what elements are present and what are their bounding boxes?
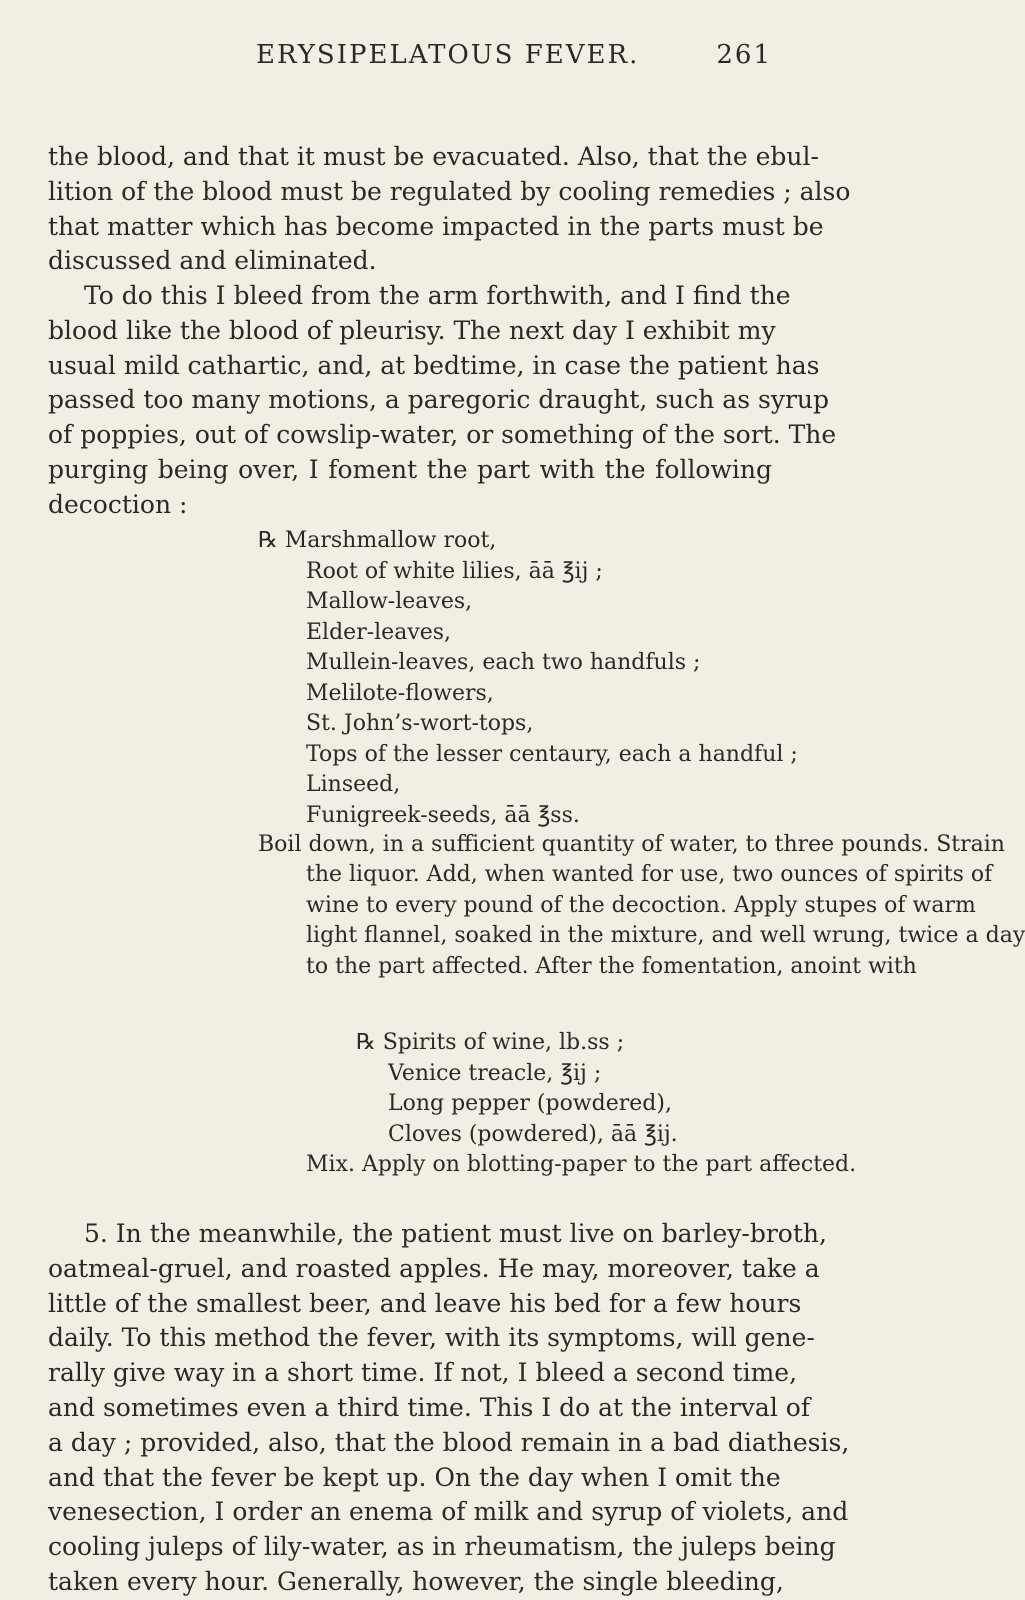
text-line: wine to every pound of the decoction. Apply stupes of warm xyxy=(306,892,976,918)
text-line: discussed and eliminated. xyxy=(48,246,377,276)
recipe-2 xyxy=(356,1028,678,1150)
text-line: and that the fever be kept up. On the day when I omit the xyxy=(48,1462,781,1492)
text-line: the liquor. Add, when wanted for use, two ounces of spirits of xyxy=(306,862,993,887)
text-line: cooling juleps of lily-water, as in rheumatism, the juleps being xyxy=(48,1532,836,1562)
text-line: lition of the blood must be regulated by cooling remedies ; also xyxy=(48,176,851,206)
recipe-line: Linseed, xyxy=(306,772,401,797)
recipe-line: Funigreek-seeds, āā ℥ss. xyxy=(306,802,580,828)
text-line: oatmeal-gruel, and roasted apples. He may, moreover, take a xyxy=(48,1253,820,1283)
recipe-line: Mullein-leaves, each two handfuls ; xyxy=(306,650,701,675)
text-line: venesection, I order an enema of milk and syrup of violets, and xyxy=(48,1497,849,1527)
recipe-1 xyxy=(258,526,798,831)
text-line: usual mild cathartic, and, at bedtime, in case the patient has xyxy=(48,350,820,380)
recipe-line: Melilote-flowers, xyxy=(306,680,494,706)
text-line: taken every hour. Generally, however, the single bleeding, xyxy=(48,1566,784,1596)
recipe-line: Tops of the lesser centaury, each a handful ; xyxy=(306,741,798,767)
paragraph-2 xyxy=(48,279,837,523)
text-line: the blood, and that it must be evacuated. Also, that the ebul- xyxy=(48,142,819,171)
mix-instruction xyxy=(306,1150,856,1181)
paragraph-1 xyxy=(48,140,851,279)
text-line: of poppies, out of cowslip-water, or something of the sort. The xyxy=(48,420,837,450)
instructions-1-first-line xyxy=(258,830,1005,861)
text-line: rally give way in a short time. If not, I bleed a second time, xyxy=(48,1358,798,1388)
text-line: little of the smallest beer, and leave his bed for a few hours xyxy=(48,1288,802,1318)
text-line: passed too many motions, a paregoric draught, such as syrup xyxy=(48,385,829,415)
text-line: a day ; provided, also, that the blood remain in a bad diathesis, xyxy=(48,1427,850,1457)
text-line: purging being over, I foment the part with the following xyxy=(48,454,772,484)
text-line: light flannel, soaked in the mixture, and well wrung, twice a day xyxy=(306,923,1025,948)
text-line: 5. In the meanwhile, the patient must live on barley-broth, xyxy=(84,1219,827,1248)
recipe-line: ℞ Marshmallow root, xyxy=(258,528,497,553)
recipe-line: Mallow-leaves, xyxy=(306,589,473,614)
recipe-line: Venice treacle, ℥ij ; xyxy=(388,1060,602,1086)
instructions-1-continuation xyxy=(306,860,1025,982)
running-title: ERYSIPELATOUS FEVER. xyxy=(256,40,640,70)
text-line: that matter which has become impacted in the parts must be xyxy=(48,211,824,241)
recipe-line: Elder-leaves, xyxy=(306,619,452,645)
text-line: To do this I bleed from the arm forthwith, and I find the xyxy=(84,281,791,310)
text-line: Boil down, in a sufficient quantity of water, to three pounds. Strain xyxy=(258,832,1005,857)
text-line: daily. To this method the fever, with its symptoms, will gene- xyxy=(48,1323,815,1353)
recipe-line: St. John’s-wort-tops, xyxy=(306,711,534,736)
text-line: blood like the blood of pleurisy. The next day I exhibit my xyxy=(48,315,776,345)
text-line: decoction : xyxy=(48,489,188,519)
text-line: Mix. Apply on blotting-paper to the part affected. xyxy=(306,1152,857,1177)
recipe-line: Cloves (powdered), āā ℥ij. xyxy=(388,1121,678,1147)
recipe-line: Root of white lilies, āā ℥ij ; xyxy=(306,558,603,584)
page-number: 261 xyxy=(716,40,772,70)
text-line: and sometimes even a third time. This I do at the interval of xyxy=(48,1392,811,1422)
text-line: to the part affected. After the fomentation, anoint with xyxy=(306,953,917,979)
recipe-line: Long pepper (powdered), xyxy=(388,1091,672,1116)
paragraph-3 xyxy=(48,1217,850,1600)
recipe-line: ℞ Spirits of wine, lb.ss ; xyxy=(356,1030,625,1055)
